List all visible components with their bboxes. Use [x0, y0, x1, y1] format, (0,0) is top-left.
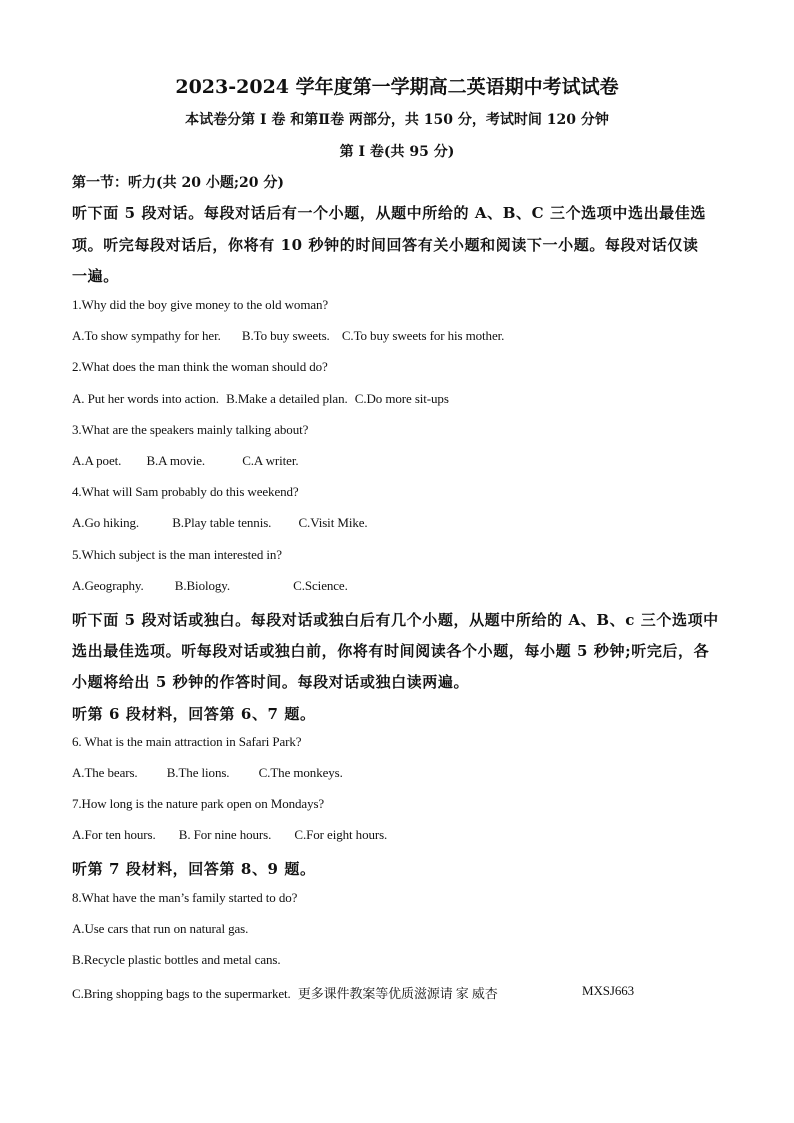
question-8-option-c-line — [72, 983, 498, 1002]
volume-title: 第 I 卷(共 95 分) — [339, 144, 455, 160]
instructions-1-line-3: 一遍。 — [72, 267, 119, 285]
option-b: B.Play table tennis. — [172, 515, 272, 530]
question-2: 2.What does the man think the woman should do? — [72, 359, 328, 374]
option-a: A.Geography. — [72, 578, 144, 593]
question-2-options — [72, 391, 449, 407]
option-a: A.The bears. — [72, 765, 138, 780]
section-1-title: 第一节：听力(共 20 小题;20 分) — [72, 175, 285, 191]
question-6: 6. What is the main attraction in Safari Park? — [72, 734, 302, 749]
question-5-options — [72, 578, 348, 594]
option-c: C.A writer. — [242, 453, 299, 468]
option-c: C.Science. — [293, 578, 348, 593]
instructions-2-line-2: 选出最佳选项。听每段对话或独白前，你将有时间阅读各个小题，每小题 5 秒钟;听完后，各 — [72, 642, 710, 660]
option-b: B.A movie. — [146, 453, 206, 468]
option-c: C.Bring shopping bags to the supermarket. — [72, 986, 291, 1001]
footer-code: MXSJ663 — [582, 983, 635, 998]
exam-subtitle: 本试卷分第 I 卷 和第Ⅱ卷 两部分，共 150 分，考试时间 120 分钟 — [185, 112, 609, 128]
passage-7-heading: 听第 7 段材料，回答第 8、9 题。 — [72, 860, 316, 878]
option-b: B.The lions. — [166, 765, 230, 780]
question-7: 7.How long is the nature park open on Mondays? — [72, 796, 325, 811]
option-c: C.For eight hours. — [294, 827, 388, 842]
question-8-option-a: A.Use cars that run on natural gas. — [72, 921, 249, 936]
option-b: B.Biology. — [174, 578, 230, 593]
question-8-option-b: B.Recycle plastic bottles and metal cans. — [72, 952, 281, 967]
question-3-options — [72, 453, 299, 469]
option-c: C.To buy sweets for his mother. — [341, 328, 505, 343]
passage-6-heading: 听第 6 段材料，回答第 6、7 题。 — [72, 705, 316, 723]
question-1-options — [72, 328, 504, 344]
exam-title: 2023-2024 学年度第一学期高二英语期中考试试卷 — [175, 76, 619, 98]
question-3: 3.What are the speakers mainly talking about? — [72, 422, 309, 437]
question-7-options — [72, 827, 387, 843]
question-5: 5.Which subject is the man interested in? — [72, 547, 282, 562]
option-c: C.Do more sit-ups — [354, 391, 449, 406]
instructions-1-line-1: 听下面 5 段对话。每段对话后有一个小题，从题中所给的 A、B、C 三个选项中选出最佳选 — [72, 204, 706, 222]
question-8: 8.What have the man’s family started to do? — [72, 890, 298, 905]
option-b: B. For nine hours. — [178, 827, 272, 842]
option-b: B.Make a detailed plan. — [226, 391, 348, 406]
option-a: A. Put her words into action. — [72, 391, 219, 406]
question-6-options — [72, 765, 343, 781]
option-c: C.Visit Mike. — [298, 515, 368, 530]
option-b: B.To buy sweets. — [241, 328, 330, 343]
option-a: A.To show sympathy for her. — [72, 328, 221, 343]
option-a: A.For ten hours. — [72, 827, 156, 842]
instructions-1-line-2: 项。听完每段对话后，你将有 10 秒钟的时间回答有关小题和阅读下一小题。每段对话仅读 — [72, 236, 699, 254]
question-4-options — [72, 515, 368, 531]
instructions-2-line-1: 听下面 5 段对话或独白。每段对话或独白后有几个小题，从题中所给的 A、B、c 三个选项中 — [72, 611, 719, 629]
question-1: 1.Why did the boy give money to the old woman? — [72, 297, 329, 312]
option-a: A.Go hiking. — [72, 515, 140, 530]
instructions-2-line-3: 小题将给出 5 秒钟的作答时间。每段对话或独白读两遍。 — [72, 673, 470, 691]
option-c: C.The monkeys. — [258, 765, 343, 780]
footer-note: 更多课件教案等优质滋源请 家 威杏 — [297, 986, 498, 1001]
option-a: A.A poet. — [72, 453, 122, 468]
question-4: 4.What will Sam probably do this weekend? — [72, 484, 299, 499]
